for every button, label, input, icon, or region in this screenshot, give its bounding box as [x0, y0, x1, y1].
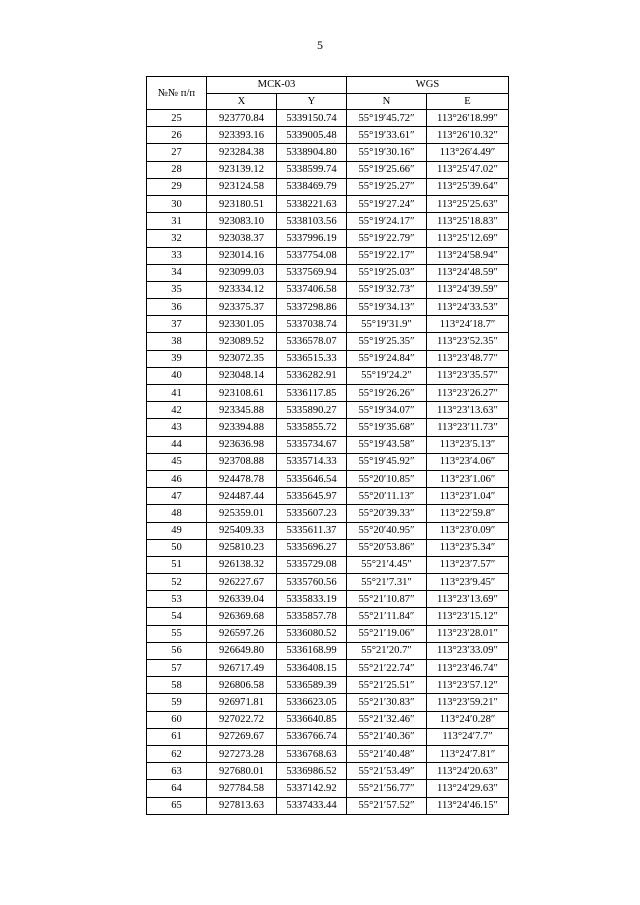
table-row: [147, 797, 509, 814]
cell-e: 113°23′57.12″: [427, 677, 509, 694]
header-row-number: №№ п/п: [147, 77, 207, 110]
cell-n: 55°21′53.49″: [347, 763, 427, 780]
cell-e: 113°24′46.15″: [427, 797, 509, 814]
cell-n: 55°19′24.84″: [347, 350, 427, 367]
cell-e: 113°24′33.53″: [427, 299, 509, 316]
cell-n: 55°21′10.87″: [347, 591, 427, 608]
cell-e: 113°23′35.57″: [427, 367, 509, 384]
cell-e: 113°23′7.57″: [427, 556, 509, 573]
cell-n: 55°21′22.74″: [347, 660, 427, 677]
cell-row-number: 27: [147, 144, 207, 161]
cell-y: 5336578.07: [277, 333, 347, 350]
cell-y: 5335611.37: [277, 522, 347, 539]
table-row: [147, 247, 509, 264]
cell-x: 925359.01: [207, 505, 277, 522]
cell-n: 55°20′40.95″: [347, 522, 427, 539]
table-row: [147, 316, 509, 333]
cell-x: 925810.23: [207, 539, 277, 556]
table-row: [147, 625, 509, 642]
table-row: [147, 763, 509, 780]
cell-n: 55°19′45.92″: [347, 453, 427, 470]
cell-e: 113°25′39.64″: [427, 178, 509, 195]
cell-row-number: 56: [147, 642, 207, 659]
cell-y: 5335833.19: [277, 591, 347, 608]
cell-n: 55°21′30.83″: [347, 694, 427, 711]
cell-x: 926227.67: [207, 574, 277, 591]
cell-e: 113°23′1.06″: [427, 470, 509, 487]
table-row: [147, 385, 509, 402]
cell-row-number: 64: [147, 780, 207, 797]
cell-y: 5337406.58: [277, 281, 347, 298]
cell-e: 113°24′48.59″: [427, 264, 509, 281]
cell-x: 923301.05: [207, 316, 277, 333]
cell-e: 113°26′4.49″: [427, 144, 509, 161]
cell-x: 923099.03: [207, 264, 277, 281]
cell-n: 55°19′43.58″: [347, 436, 427, 453]
cell-row-number: 28: [147, 161, 207, 178]
cell-n: 55°21′40.36″: [347, 728, 427, 745]
cell-y: 5339150.74: [277, 110, 347, 127]
cell-row-number: 47: [147, 488, 207, 505]
table-row: [147, 144, 509, 161]
cell-x: 927269.67: [207, 728, 277, 745]
table-row: [147, 230, 509, 247]
cell-row-number: 26: [147, 127, 207, 144]
cell-x: 926339.04: [207, 591, 277, 608]
table-row: [147, 522, 509, 539]
cell-x: 926649.80: [207, 642, 277, 659]
table-row: [147, 677, 509, 694]
cell-y: 5337569.94: [277, 264, 347, 281]
cell-y: 5335760.56: [277, 574, 347, 591]
page-number: 5: [317, 38, 323, 52]
cell-row-number: 48: [147, 505, 207, 522]
cell-y: 5335646.54: [277, 470, 347, 487]
cell-n: 55°19′35.68″: [347, 419, 427, 436]
table-row: [147, 642, 509, 659]
cell-y: 5337433.44: [277, 797, 347, 814]
cell-e: 113°26′10.32″: [427, 127, 509, 144]
cell-e: 113°23′11.73″: [427, 419, 509, 436]
cell-row-number: 57: [147, 660, 207, 677]
cell-row-number: 59: [147, 694, 207, 711]
cell-e: 113°25′12.69″: [427, 230, 509, 247]
cell-x: 923394.88: [207, 419, 277, 436]
cell-e: 113°24′18.7″: [427, 316, 509, 333]
cell-row-number: 42: [147, 402, 207, 419]
cell-x: 923708.88: [207, 453, 277, 470]
cell-n: 55°19′32.73″: [347, 281, 427, 298]
cell-row-number: 58: [147, 677, 207, 694]
header-y: Y: [277, 93, 347, 110]
cell-n: 55°19′24.2″: [347, 367, 427, 384]
cell-e: 113°25′25.63″: [427, 195, 509, 212]
cell-y: 5337142.92: [277, 780, 347, 797]
cell-n: 55°21′57.52″: [347, 797, 427, 814]
cell-row-number: 54: [147, 608, 207, 625]
cell-row-number: 51: [147, 556, 207, 573]
table-row: [147, 436, 509, 453]
table-row: [147, 161, 509, 178]
cell-e: 113°23′5.13″: [427, 436, 509, 453]
cell-row-number: 52: [147, 574, 207, 591]
cell-e: 113°23′13.69″: [427, 591, 509, 608]
cell-e: 113°25′47.02″: [427, 161, 509, 178]
cell-x: 927784.58: [207, 780, 277, 797]
cell-n: 55°21′7.31″: [347, 574, 427, 591]
cell-row-number: 30: [147, 195, 207, 212]
table-row: [147, 127, 509, 144]
cell-x: 923072.35: [207, 350, 277, 367]
table-row: [147, 470, 509, 487]
table-row: [147, 178, 509, 195]
cell-row-number: 41: [147, 385, 207, 402]
cell-y: 5335890.27: [277, 402, 347, 419]
cell-y: 5335714.33: [277, 453, 347, 470]
cell-x: 926806.58: [207, 677, 277, 694]
table-row: [147, 453, 509, 470]
cell-n: 55°21′25.51″: [347, 677, 427, 694]
cell-n: 55°19′25.66″: [347, 161, 427, 178]
cell-x: 924487.44: [207, 488, 277, 505]
cell-x: 927813.63: [207, 797, 277, 814]
cell-x: 927273.28: [207, 745, 277, 762]
header-e: E: [427, 93, 509, 110]
cell-n: 55°21′4.45″: [347, 556, 427, 573]
cell-n: 55°19′26.26″: [347, 385, 427, 402]
table-row: [147, 608, 509, 625]
cell-e: 113°24′7.81″: [427, 745, 509, 762]
cell-y: 5336408.15: [277, 660, 347, 677]
cell-y: 5338904.80: [277, 144, 347, 161]
cell-row-number: 31: [147, 213, 207, 230]
table-row: [147, 505, 509, 522]
cell-y: 5336282.91: [277, 367, 347, 384]
table-row: [147, 711, 509, 728]
cell-x: 923089.52: [207, 333, 277, 350]
cell-e: 113°24′58.94″: [427, 247, 509, 264]
cell-y: 5337754.08: [277, 247, 347, 264]
table-row: [147, 402, 509, 419]
cell-x: 923393.16: [207, 127, 277, 144]
cell-row-number: 62: [147, 745, 207, 762]
cell-e: 113°23′59.21″: [427, 694, 509, 711]
cell-e: 113°24′0.28″: [427, 711, 509, 728]
cell-row-number: 39: [147, 350, 207, 367]
table-row: [147, 367, 509, 384]
cell-row-number: 63: [147, 763, 207, 780]
cell-x: 923014.16: [207, 247, 277, 264]
table-row: [147, 350, 509, 367]
cell-x: 923345.88: [207, 402, 277, 419]
cell-x: 925409.33: [207, 522, 277, 539]
cell-y: 5335729.08: [277, 556, 347, 573]
cell-y: 5335857.78: [277, 608, 347, 625]
cell-y: 5336623.05: [277, 694, 347, 711]
cell-e: 113°23′9.45″: [427, 574, 509, 591]
cell-x: 927022.72: [207, 711, 277, 728]
cell-n: 55°20′11.13″: [347, 488, 427, 505]
cell-x: 923108.61: [207, 385, 277, 402]
cell-e: 113°24′29.63″: [427, 780, 509, 797]
cell-e: 113°22′59.8″: [427, 505, 509, 522]
table-row: [147, 110, 509, 127]
cell-y: 5335696.27: [277, 539, 347, 556]
cell-row-number: 40: [147, 367, 207, 384]
cell-y: 5337996.19: [277, 230, 347, 247]
cell-e: 113°24′39.59″: [427, 281, 509, 298]
table-row: [147, 213, 509, 230]
cell-n: 55°21′19.06″: [347, 625, 427, 642]
cell-n: 55°19′22.79″: [347, 230, 427, 247]
cell-x: 926138.32: [207, 556, 277, 573]
cell-y: 5339005.48: [277, 127, 347, 144]
table-row: [147, 556, 509, 573]
cell-y: 5336168.99: [277, 642, 347, 659]
cell-n: 55°20′10.85″: [347, 470, 427, 487]
header-x: X: [207, 93, 277, 110]
cell-row-number: 50: [147, 539, 207, 556]
table-row: [147, 195, 509, 212]
table-row: [147, 488, 509, 505]
table-row: [147, 539, 509, 556]
cell-row-number: 60: [147, 711, 207, 728]
cell-n: 55°19′33.61″: [347, 127, 427, 144]
cell-row-number: 36: [147, 299, 207, 316]
table-row: [147, 728, 509, 745]
cell-x: 923284.38: [207, 144, 277, 161]
cell-n: 55°21′32.46″: [347, 711, 427, 728]
cell-y: 5336768.63: [277, 745, 347, 762]
table-row: [147, 281, 509, 298]
cell-y: 5335645.97: [277, 488, 347, 505]
cell-row-number: 34: [147, 264, 207, 281]
cell-n: 55°20′53.86″: [347, 539, 427, 556]
cell-n: 55°19′34.07″: [347, 402, 427, 419]
cell-n: 55°19′31.9″: [347, 316, 427, 333]
cell-y: 5336117.85: [277, 385, 347, 402]
cell-x: 923139.12: [207, 161, 277, 178]
cell-x: 923038.37: [207, 230, 277, 247]
cell-n: 55°19′25.03″: [347, 264, 427, 281]
cell-row-number: 61: [147, 728, 207, 745]
table-row: [147, 745, 509, 762]
cell-y: 5337298.86: [277, 299, 347, 316]
cell-row-number: 44: [147, 436, 207, 453]
cell-y: 5338221.63: [277, 195, 347, 212]
cell-n: 55°19′27.24″: [347, 195, 427, 212]
cell-e: 113°23′13.63″: [427, 402, 509, 419]
cell-n: 55°19′24.17″: [347, 213, 427, 230]
cell-row-number: 55: [147, 625, 207, 642]
cell-x: 923636.98: [207, 436, 277, 453]
table-row: [147, 780, 509, 797]
cell-row-number: 29: [147, 178, 207, 195]
table-row: [147, 591, 509, 608]
cell-y: 5336766.74: [277, 728, 347, 745]
cell-y: 5336515.33: [277, 350, 347, 367]
cell-x: 923180.51: [207, 195, 277, 212]
cell-y: 5335734.67: [277, 436, 347, 453]
cell-y: 5335855.72: [277, 419, 347, 436]
cell-y: 5338103.56: [277, 213, 347, 230]
cell-e: 113°23′26.27″: [427, 385, 509, 402]
cell-e: 113°23′52.35″: [427, 333, 509, 350]
cell-y: 5335607.23: [277, 505, 347, 522]
cell-row-number: 38: [147, 333, 207, 350]
cell-row-number: 33: [147, 247, 207, 264]
cell-row-number: 49: [147, 522, 207, 539]
cell-n: 55°20′39.33″: [347, 505, 427, 522]
cell-e: 113°23′15.12″: [427, 608, 509, 625]
cell-y: 5336080.52: [277, 625, 347, 642]
table-row: [147, 660, 509, 677]
cell-n: 55°21′40.48″: [347, 745, 427, 762]
cell-x: 926971.81: [207, 694, 277, 711]
cell-row-number: 35: [147, 281, 207, 298]
cell-n: 55°19′30.16″: [347, 144, 427, 161]
cell-x: 926369.68: [207, 608, 277, 625]
cell-row-number: 32: [147, 230, 207, 247]
cell-n: 55°21′20.7″: [347, 642, 427, 659]
header-wgs-group: WGS: [347, 77, 509, 94]
table-row: [147, 299, 509, 316]
cell-e: 113°23′4.06″: [427, 453, 509, 470]
cell-row-number: 65: [147, 797, 207, 814]
header-msk-group: МСК-03: [207, 77, 347, 94]
cell-e: 113°23′28.01″: [427, 625, 509, 642]
cell-x: 926717.49: [207, 660, 277, 677]
cell-row-number: 43: [147, 419, 207, 436]
cell-e: 113°26′18.99″: [427, 110, 509, 127]
cell-e: 113°23′48.77″: [427, 350, 509, 367]
coordinates-table: [146, 76, 509, 815]
cell-n: 55°19′25.35″: [347, 333, 427, 350]
cell-x: 927680.01: [207, 763, 277, 780]
cell-e: 113°23′33.09″: [427, 642, 509, 659]
cell-e: 113°23′1.04″: [427, 488, 509, 505]
table-row: [147, 419, 509, 436]
cell-row-number: 53: [147, 591, 207, 608]
cell-row-number: 37: [147, 316, 207, 333]
cell-n: 55°21′56.77″: [347, 780, 427, 797]
cell-row-number: 25: [147, 110, 207, 127]
cell-x: 923770.84: [207, 110, 277, 127]
cell-x: 923334.12: [207, 281, 277, 298]
cell-e: 113°23′46.74″: [427, 660, 509, 677]
header-n: N: [347, 93, 427, 110]
cell-x: 923124.58: [207, 178, 277, 195]
table-row: [147, 574, 509, 591]
cell-e: 113°23′5.34″: [427, 539, 509, 556]
cell-e: 113°24′7.7″: [427, 728, 509, 745]
table-row: [147, 694, 509, 711]
cell-x: 926597.26: [207, 625, 277, 642]
cell-y: 5338599.74: [277, 161, 347, 178]
cell-n: 55°19′34.13″: [347, 299, 427, 316]
cell-x: 923083.10: [207, 213, 277, 230]
cell-x: 923375.37: [207, 299, 277, 316]
table-row: [147, 333, 509, 350]
cell-e: 113°25′18.83″: [427, 213, 509, 230]
cell-x: 923048.14: [207, 367, 277, 384]
cell-y: 5336640.85: [277, 711, 347, 728]
table-body: [147, 110, 509, 815]
cell-row-number: 46: [147, 470, 207, 487]
cell-n: 55°19′22.17″: [347, 247, 427, 264]
cell-y: 5338469.79: [277, 178, 347, 195]
cell-y: 5337038.74: [277, 316, 347, 333]
cell-n: 55°19′25.27″: [347, 178, 427, 195]
cell-n: 55°19′45.72″: [347, 110, 427, 127]
cell-x: 924478.78: [207, 470, 277, 487]
cell-y: 5336589.39: [277, 677, 347, 694]
cell-y: 5336986.52: [277, 763, 347, 780]
cell-row-number: 45: [147, 453, 207, 470]
cell-e: 113°24′20.63″: [427, 763, 509, 780]
cell-n: 55°21′11.84″: [347, 608, 427, 625]
table-row: [147, 264, 509, 281]
cell-e: 113°23′0.09″: [427, 522, 509, 539]
